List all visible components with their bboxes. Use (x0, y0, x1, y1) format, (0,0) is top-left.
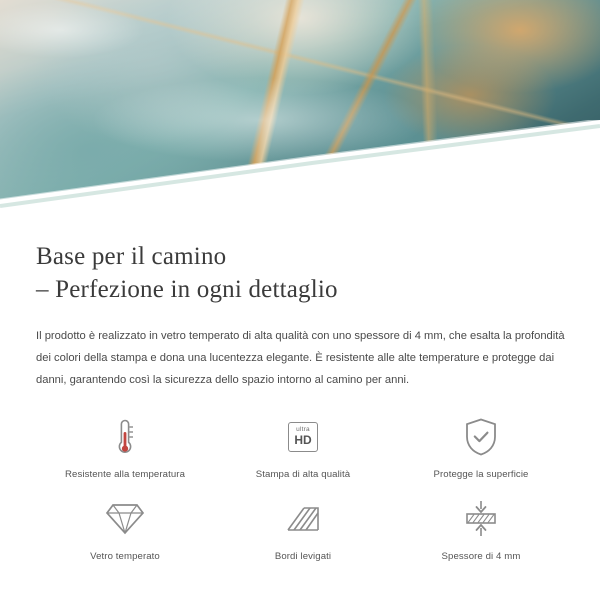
thermometer-icon (114, 414, 136, 460)
feature-label: Spessore di 4 mm (441, 550, 521, 562)
thickness-arrows-icon (461, 496, 501, 542)
feature-item (36, 414, 214, 480)
feature-label: Protegge la superficie (433, 468, 529, 480)
headline-line-1: Base per il camino (36, 243, 227, 270)
feature-item (214, 414, 392, 480)
hero-image (0, 0, 600, 222)
headline-line-2: – Perfezione in ogni dettaglio (36, 276, 338, 304)
feature-label: Bordi levigati (274, 550, 332, 562)
feature-label: Resistente alla temperatura (64, 468, 186, 480)
feature-grid (36, 414, 570, 562)
diamond-icon (105, 496, 145, 542)
ultra-hd-badge-bottom: HD (294, 433, 312, 448)
feature-item (392, 496, 570, 562)
ultra-hd-icon (288, 414, 318, 460)
feature-item (392, 414, 570, 480)
feature-label: Stampa di alta qualità (255, 468, 351, 480)
feature-item (214, 496, 392, 562)
feature-item (36, 496, 214, 562)
feature-label: Vetro temperato (90, 550, 160, 562)
content-area (0, 222, 600, 562)
page-title (36, 240, 570, 307)
polished-edges-icon (284, 496, 322, 542)
ultra-hd-badge-top: ultra (296, 425, 310, 433)
shield-check-icon (463, 414, 499, 460)
product-description: Il prodotto è realizzato in vetro temperato di alta qualità con uno spessore di 4 mm, che esalta la profondità dei colori della stampa e dona una lucentezza elegante. È resistente alle alte temperature e protegge dai danni, garantendo così la sicurezza dello spazio intorno al camino per anni. (36, 329, 565, 387)
